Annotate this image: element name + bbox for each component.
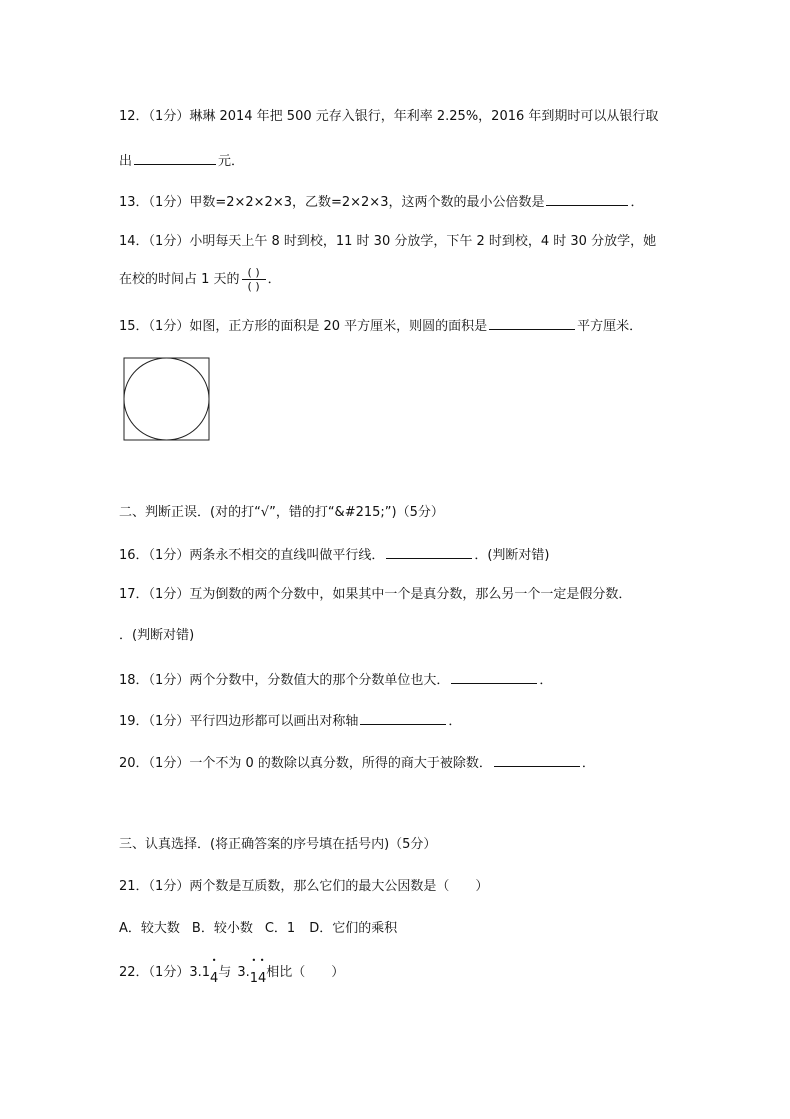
q16-suffix: ．(判断对错) <box>474 548 550 563</box>
question-17-cont <box>119 627 194 645</box>
question-15 <box>119 316 642 336</box>
q14-fraction[interactable] <box>242 266 266 293</box>
q22-prefix: 22．（1分） <box>119 965 190 980</box>
q15-prefix: 15．（1分） <box>119 319 190 334</box>
q14-prefix: 14．（1分） <box>119 234 190 249</box>
q22-mid: 与 <box>218 965 232 980</box>
q12-answer-blank[interactable] <box>134 151 216 165</box>
q13-answer-blank[interactable] <box>546 192 628 206</box>
q17-prefix: 17．（1分） <box>119 587 190 602</box>
q21-option-d[interactable]: D．它们的乘积 <box>309 921 398 936</box>
q22-b-repeating-digit-1: • 1 <box>250 970 258 988</box>
section-3-title <box>119 836 436 854</box>
q14-fraction-denominator[interactable]: ( ) <box>247 280 260 293</box>
q17-text: 互为倒数的两个分数中，如果其中一个是真分数，那么另一个一定是假分数． <box>189 587 632 602</box>
q21-option-b[interactable]: B．较小数 <box>191 921 253 936</box>
question-19 <box>119 711 461 731</box>
question-12-line1 <box>119 108 658 126</box>
q15-suffix: 平方厘米． <box>577 319 643 334</box>
q18-suffix: ． <box>539 673 553 688</box>
question-21 <box>119 878 488 896</box>
q13-prefix: 13．（1分） <box>119 195 190 210</box>
q21-option-a[interactable]: A．较大数 <box>119 921 180 936</box>
q18-text: 两个分数中，分数值大的那个分数单位也大． <box>189 673 450 688</box>
question-13 <box>119 192 644 212</box>
question-16 <box>119 545 550 565</box>
q16-prefix: 16．（1分） <box>119 548 190 563</box>
q21-text: 两个数是互质数，那么它们的最大公因数是（ ） <box>189 879 489 894</box>
q22-suffix: 相比（ ） <box>266 965 345 980</box>
q12-suffix: 元． <box>218 154 245 169</box>
q19-answer-blank[interactable] <box>360 711 446 725</box>
q20-text: 一个不为 0 的数除以真分数，所得的商大于被除数． <box>189 756 492 771</box>
q16-text: 两条永不相交的直线叫做平行线． <box>189 548 385 563</box>
square-circle-figure <box>123 357 211 441</box>
q12-text: 琳琳 2014 年把 500 元存入银行，年利率 2.25%，2016 年到期时可以从银行取 <box>189 109 659 124</box>
question-17 <box>119 586 631 604</box>
q20-suffix: ． <box>581 756 595 771</box>
q19-prefix: 19．（1分） <box>119 714 190 729</box>
q22-a-int: 3.1 <box>189 965 211 980</box>
q14-text: 小明每天上午 8 时到校，11 时 30 分放学，下午 2 时到校，4 时 30 分放学，她 <box>189 234 657 249</box>
figure-circle <box>124 358 209 440</box>
q12-text2: 出 <box>119 154 133 169</box>
q14-suffix: ． <box>267 272 281 287</box>
q22-b-int: 3. <box>237 965 250 980</box>
q14-fraction-numerator[interactable]: ( ) <box>242 266 266 280</box>
q19-suffix: ． <box>448 714 462 729</box>
q12-prefix: 12．（1分） <box>119 109 190 124</box>
question-22 <box>119 964 345 986</box>
q18-prefix: 18．（1分） <box>119 673 190 688</box>
q19-text: 平行四边形都可以画出对称轴 <box>189 714 359 729</box>
q20-prefix: 20．（1分） <box>119 756 190 771</box>
q13-suffix: ． <box>630 195 644 210</box>
question-12-line2 <box>119 151 244 171</box>
question-20 <box>119 753 595 773</box>
q21-option-c[interactable]: C．1 <box>264 921 296 936</box>
q13-text: 甲数=2×2×2×3，乙数=2×2×3，这两个数的最小公倍数是 <box>189 195 545 210</box>
q21-prefix: 21．（1分） <box>119 879 190 894</box>
q17-cont: ．(判断对错) <box>119 628 195 643</box>
q14-text2: 在校的时间占 1 天的 <box>119 272 240 287</box>
section-3-title-text: 三、认真选择．(将正确答案的序号填在括号内)（5分） <box>119 837 437 852</box>
q18-answer-blank[interactable] <box>451 670 537 684</box>
q15-answer-blank[interactable] <box>489 316 575 330</box>
question-18 <box>119 670 552 690</box>
question-21-options <box>119 920 397 938</box>
q20-answer-blank[interactable] <box>494 753 580 767</box>
q15-text: 如图，正方形的面积是 20 平方厘米，则圆的面积是 <box>189 319 488 334</box>
q22-b-repeating-digit-2: • 4 <box>258 970 266 988</box>
q16-answer-blank[interactable] <box>386 545 472 559</box>
section-2-title <box>119 504 444 522</box>
section-2-title-text: 二、判断正误．(对的打“√”，错的打“&#215;”)（5分） <box>119 505 444 520</box>
question-14-line2 <box>119 266 281 293</box>
question-14-line1 <box>119 233 656 251</box>
q22-a-repeating-digit: • 4 <box>210 970 218 988</box>
